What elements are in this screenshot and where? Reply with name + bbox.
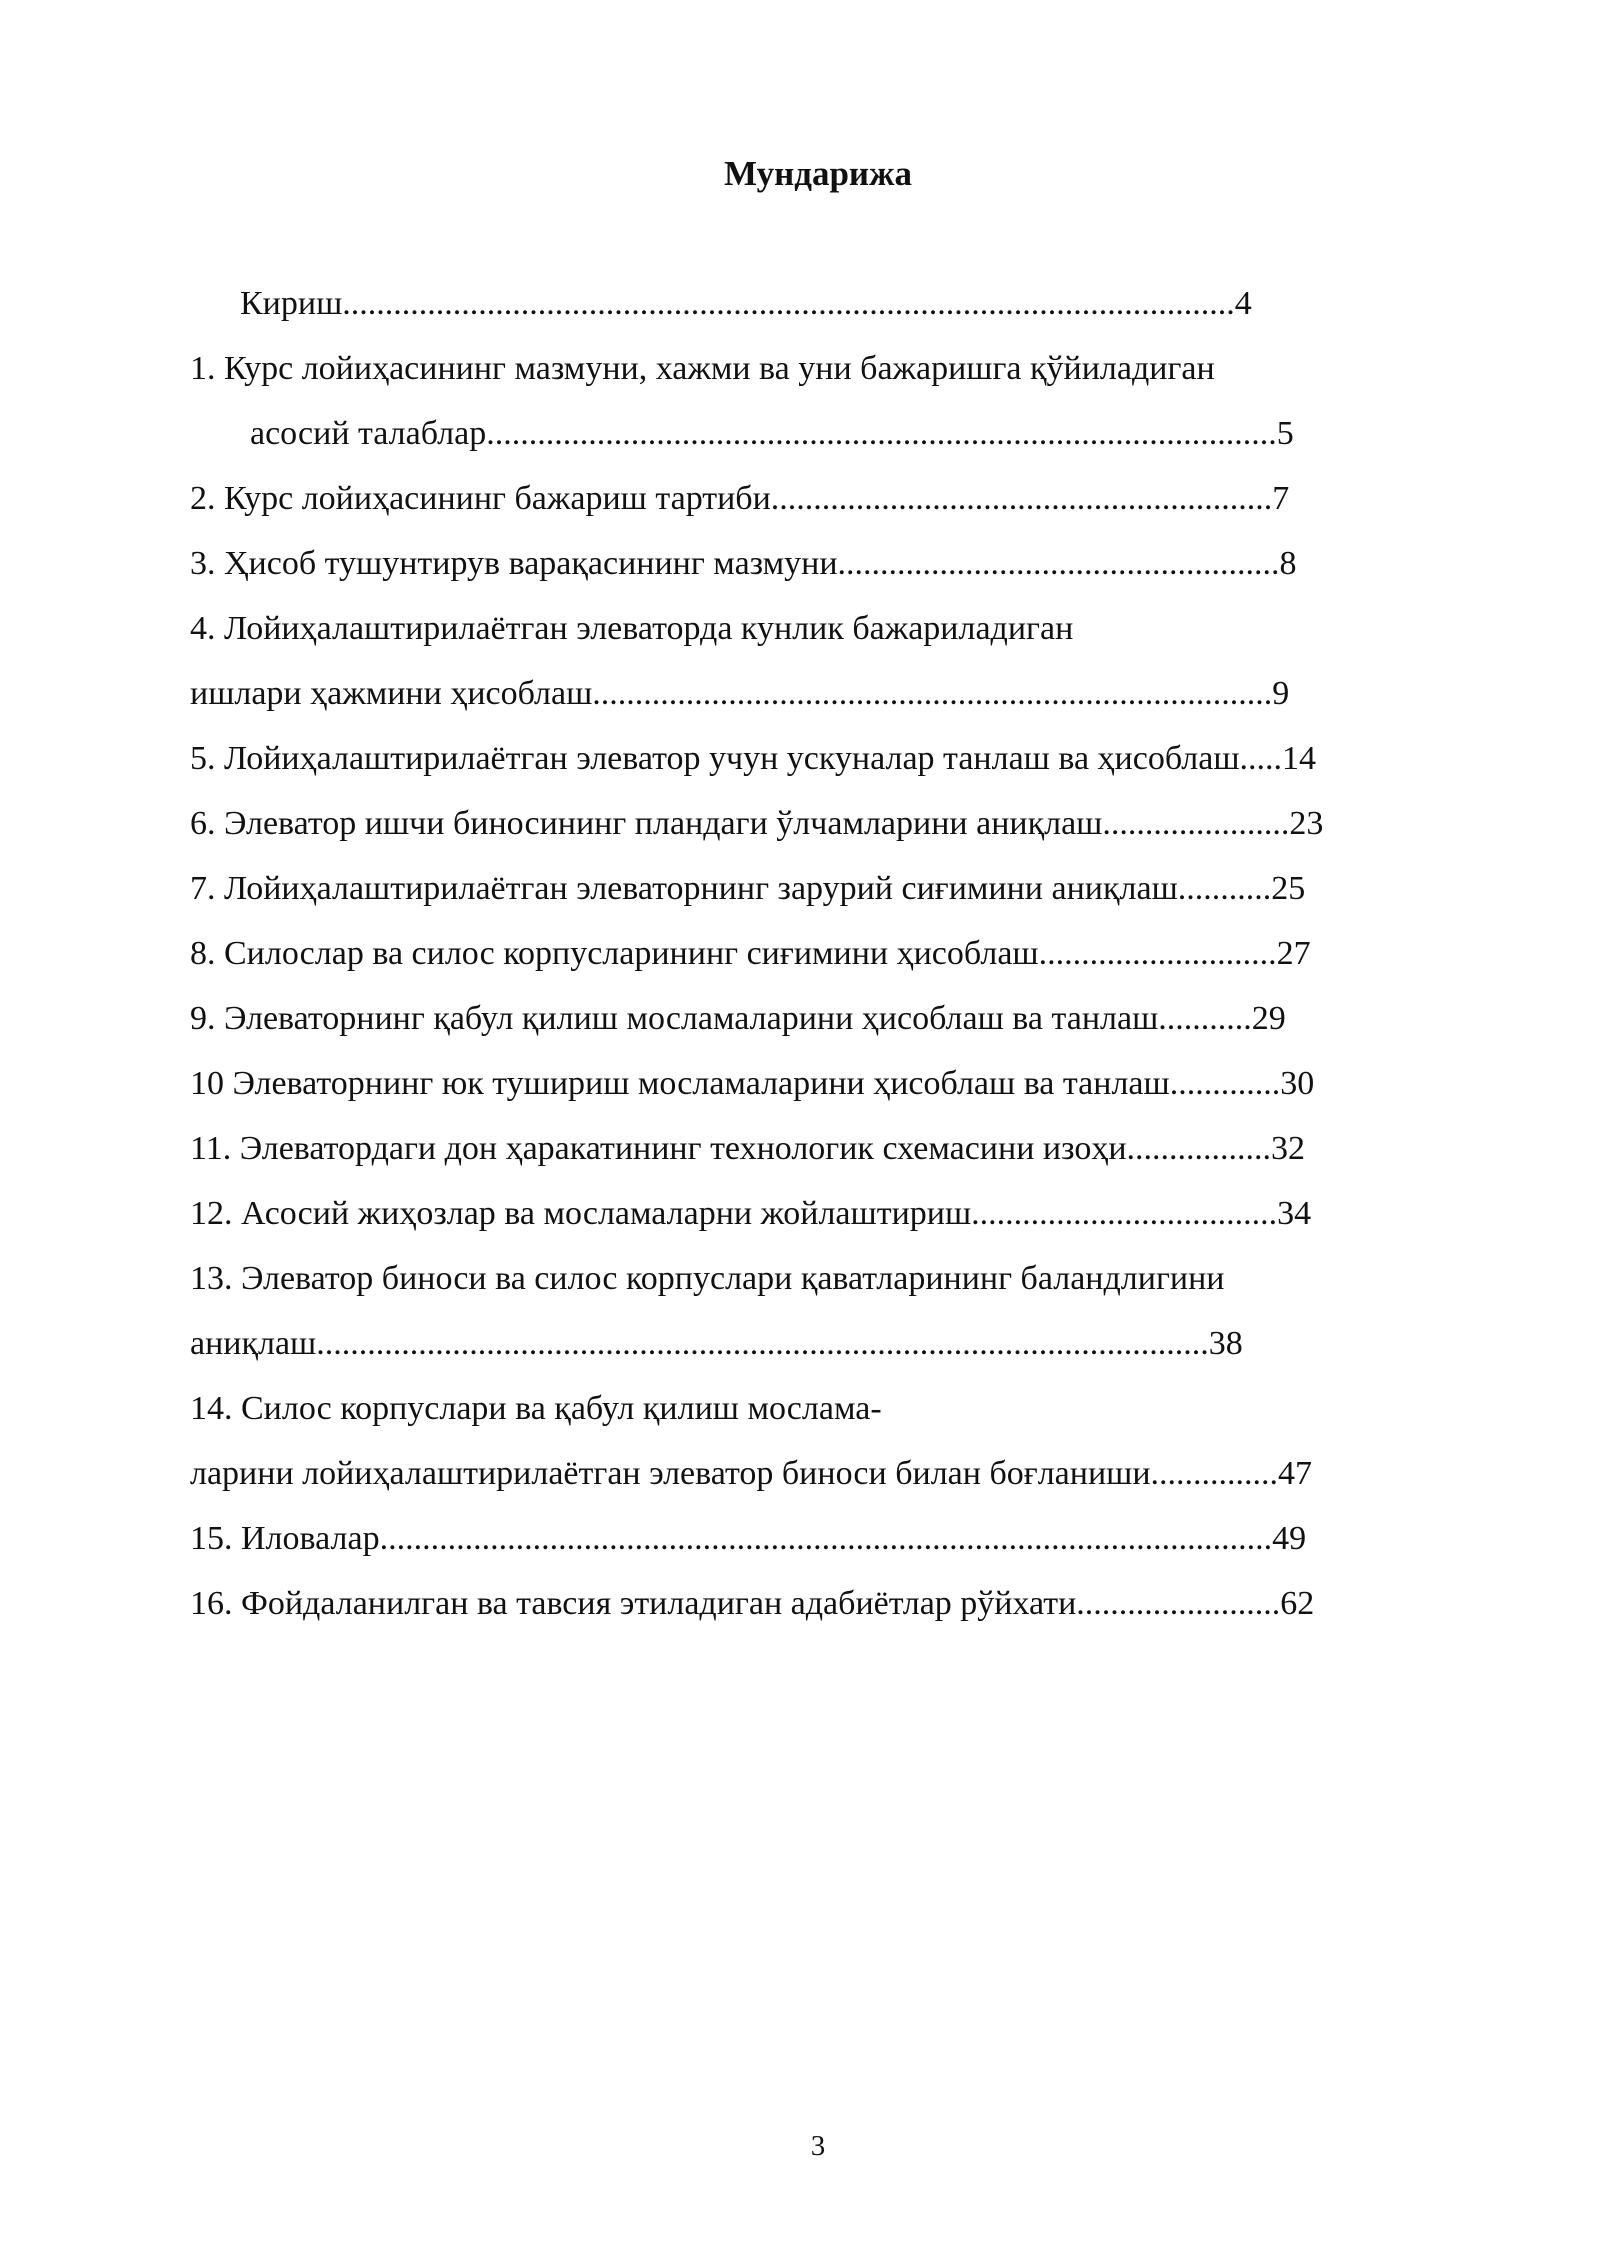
toc-entry-4-line1: 4. Лойиҳалаштирилаётган элеваторда кунлик бажариладиган [190,610,1074,647]
toc-entry-8: 8. Силослар ва силос корпусларининг сиғимини ҳисоблаш............................27 [190,935,1311,972]
toc-entry-3: 3. Ҳисоб тушунтирув варақасининг мазмуни....................................................8 [190,545,1297,582]
toc-entry-16: 16. Фойдаланилган ва тавсия этиладиган адабиётлар рўйхати........................62 [190,1585,1315,1622]
toc-entry-10: 10 Элеваторнинг юк тушириш мосламаларини ҳисоблаш ва танлаш.............30 [190,1065,1315,1102]
toc-entry-7: 7. Лойиҳалаштирилаётган элеваторнинг зарурий сиғимини аниқлаш...........25 [190,870,1306,907]
toc-entry-1-line1: 1. Курс лойиҳасининг мазмуни, хажми ва уни бажаришга қўйиладиган [190,350,1215,387]
page-title: Мундарижа [724,154,912,193]
toc-entry-9: 9. Элеваторнинг қабул қилиш мосламаларини ҳисоблаш ва танлаш...........29 [190,1000,1286,1037]
toc-entry-1-line2: асосий талаблар.............................................................................................5 [250,415,1294,452]
page-number: 3 [810,2130,826,2162]
toc-entry-4-line2: ишлари ҳажмини ҳисоблаш................................................................................9 [190,675,1290,712]
toc-entry-11: 11. Элеватордаги дон ҳаракатининг технологик схемасини изоҳи.................32 [190,1130,1306,1167]
toc-entry-introduction: Кириш.........................................................................................................4 [240,285,1252,322]
toc-entry-15: 15. Иловалар.........................................................................................................49 [190,1520,1307,1557]
toc-entry-13-line1: 13. Элеватор биноси ва силос корпуслари қаватларининг баландлигини [190,1260,1225,1297]
toc-entry-5: 5. Лойиҳалаштирилаётган элеватор учун ускуналар танлаш ва ҳисоблаш.....14 [190,740,1317,777]
toc-entry-14-line1: 14. Силос корпуслари ва қабул қилиш мослама- [190,1390,882,1427]
toc-entry-12: 12. Асосий жиҳозлар ва мосламаларни жойлаштириш....................................34 [190,1195,1312,1232]
toc-entry-13-line2: аниқлаш.........................................................................................................38 [190,1325,1243,1362]
toc-entry-6: 6. Элеватор ишчи биносининг пландаги ўлчамларини аниқлаш......................23 [190,805,1324,842]
toc-entry-2: 2. Курс лойиҳасининг бажариш тартиби...........................................................7 [190,480,1290,517]
toc-entry-14-line2: ларини лойиҳалаштирилаётган элеватор биноси билан боғланиши...............47 [190,1455,1313,1492]
